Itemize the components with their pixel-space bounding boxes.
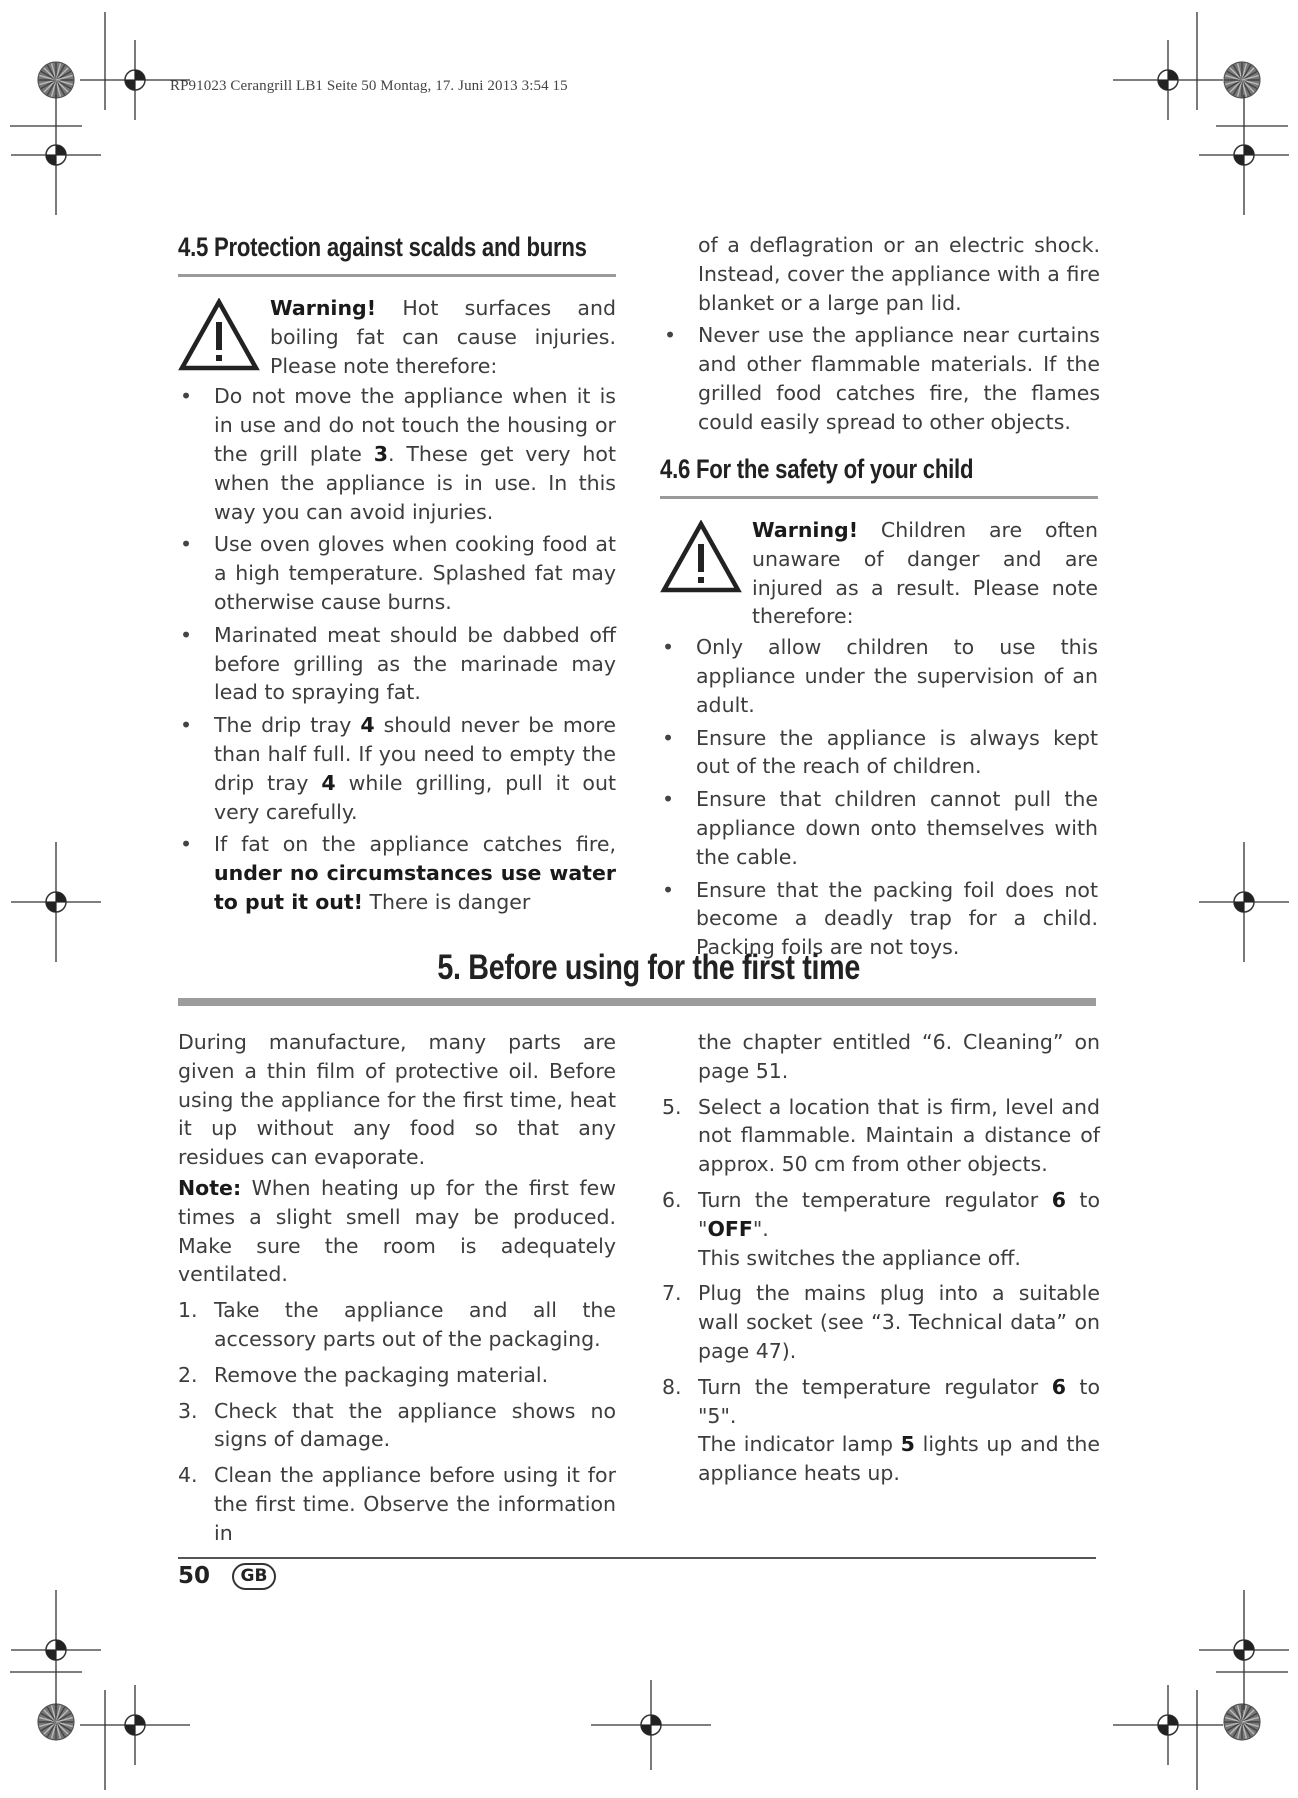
list-item: 6. Turn the temperature regulator 6 to "OFF". (662, 1187, 1100, 1241)
heading-4-5: 4.5 Protection against scalds and burns (178, 232, 587, 262)
list-item: • Ensure that the packing foil does not become a deadly trap for a child. Packing foils are not toys. (662, 877, 1098, 960)
heading-rule (660, 496, 1098, 499)
list-item: • Ensure that children cannot pull the appliance down onto themselves with the cable. (662, 787, 1098, 869)
note-paragraph: Note: When heating up for the first few times a slight smell may be produced. Make sure the room is adequately ventilated. (178, 1175, 616, 1287)
intro-paragraph: During manufacture, many parts are given a thin film of protective oil. Before using the appliance for the first time, heat it up without any food so that any residues can evaporate. (178, 1030, 616, 1170)
registration-crosshair-icon (11, 1590, 101, 1710)
color-calibration-dial-icon (38, 62, 74, 98)
registration-crosshair-icon (1113, 1685, 1223, 1765)
list-item: • Do not move the appliance when it is in use and do not touch the housing or the grill plate 3. These get very hot when the appliance is in use. In this way you can avoid injuries. (180, 384, 616, 524)
list-item: • Marinated meat should be dabbed off before grilling as the marinade may lead to spraying fat. (180, 622, 616, 705)
print-slug: RP91023 Cerangrill LB1 Seite 50 Montag, 17. Juni 2013 3:54 15 (170, 78, 568, 94)
registration-crosshair-icon (11, 95, 101, 215)
registration-crosshair-icon (1199, 842, 1289, 962)
numbered-list (662, 1093, 1100, 1244)
list-item: 3. Check that the appliance shows no signs of damage. (178, 1398, 616, 1452)
list-item: 4. Clean the appliance before using it for the first time. Observe the information in (178, 1463, 616, 1545)
footer-rule (178, 1557, 1096, 1559)
list-item-continuation: of a deflagration or an electric shock. Instead, cover the appliance with a fire blanket or a large pan lid. (698, 233, 1100, 315)
bullet-list (662, 321, 1100, 436)
warning-label: Warning! (752, 518, 859, 542)
list-item: • Never use the appliance near curtains and other flammable materials. If the grilled food catches fire, the flames could easily spread to other objects. (664, 323, 1100, 434)
list-item: 2. Remove the packaging material. (178, 1362, 549, 1387)
column-left-bottom (178, 1028, 616, 1548)
list-item: • Ensure the appliance is always kept out of the reach of children. (662, 725, 1098, 779)
color-calibration-dial-icon (1224, 1704, 1260, 1740)
list-item: 1. Take the appliance and all the accessory parts out of the packaging. (178, 1298, 616, 1351)
column-left-top (178, 294, 616, 917)
list-item: 8. Turn the temperature regulator 6 to "5". (662, 1374, 1100, 1428)
warning-block (660, 516, 1098, 631)
registration-crosshair-icon (11, 842, 101, 962)
color-calibration-dial-icon (1224, 62, 1260, 98)
registration-crosshair-icon (1199, 95, 1289, 215)
registration-crosshair-icon (80, 1685, 190, 1765)
column-right-bottom (662, 1028, 1100, 1488)
page-number: 50 (178, 1563, 211, 1589)
registration-crosshair-icon (591, 1680, 711, 1770)
numbered-list (178, 1296, 616, 1547)
column-right-top (662, 231, 1100, 437)
list-item: • If fat on the appliance catches fire, under no circumstances use water to put it out! There is danger (180, 832, 616, 914)
column-right-mid (660, 516, 1098, 962)
language-badge: GB (232, 1563, 276, 1590)
warning-label: Warning! (270, 296, 377, 320)
heading-4-6: 4.6 For the safety of your child (660, 454, 974, 484)
list-item: • The drip tray 4 should never be more than half full. If you need to empty the drip tray 4 while grilling, pull it out very carefully. (180, 713, 616, 824)
list-item: • Use oven gloves when cooking food at a high temperature. Splashed fat may otherwise cause burns. (180, 532, 616, 614)
bullet-list (660, 633, 1098, 962)
list-item: 5. Select a location that is firm, level and not flammable. Maintain a distance of approx. 50 cm from other objects. (662, 1094, 1100, 1177)
heading-rule (178, 274, 616, 277)
bullet-list (178, 382, 616, 916)
list-item: 7. Plug the mains plug into a suitable wall socket (see “3. Technical data” on page 47). (662, 1281, 1100, 1363)
warning-text: Hot surfaces and boiling fat can cause injuries. Please note therefore: (270, 296, 616, 378)
warning-block (178, 294, 616, 380)
list-item: • Only allow children to use this appliance under the supervision of an adult. (662, 635, 1098, 717)
warning-text: Children are often unaware of danger and are injured as a result. Please note therefore: (752, 518, 1098, 629)
chapter-title: 5. Before using for the first time (437, 948, 861, 987)
step-note: This switches the appliance off. (698, 1245, 1021, 1270)
warning-triangle-icon (660, 520, 742, 596)
numbered-list (662, 1279, 1100, 1430)
warning-triangle-icon (178, 298, 260, 374)
registration-crosshair-icon (1113, 40, 1223, 120)
registration-crosshair-icon (1199, 1590, 1289, 1710)
list-item-continuation: the chapter entitled “6. Cleaning” on page 51. (698, 1030, 1100, 1083)
chapter-rule (178, 998, 1096, 1006)
step-note: The indicator lamp 5 lights up and the appliance heats up. (698, 1432, 1101, 1486)
